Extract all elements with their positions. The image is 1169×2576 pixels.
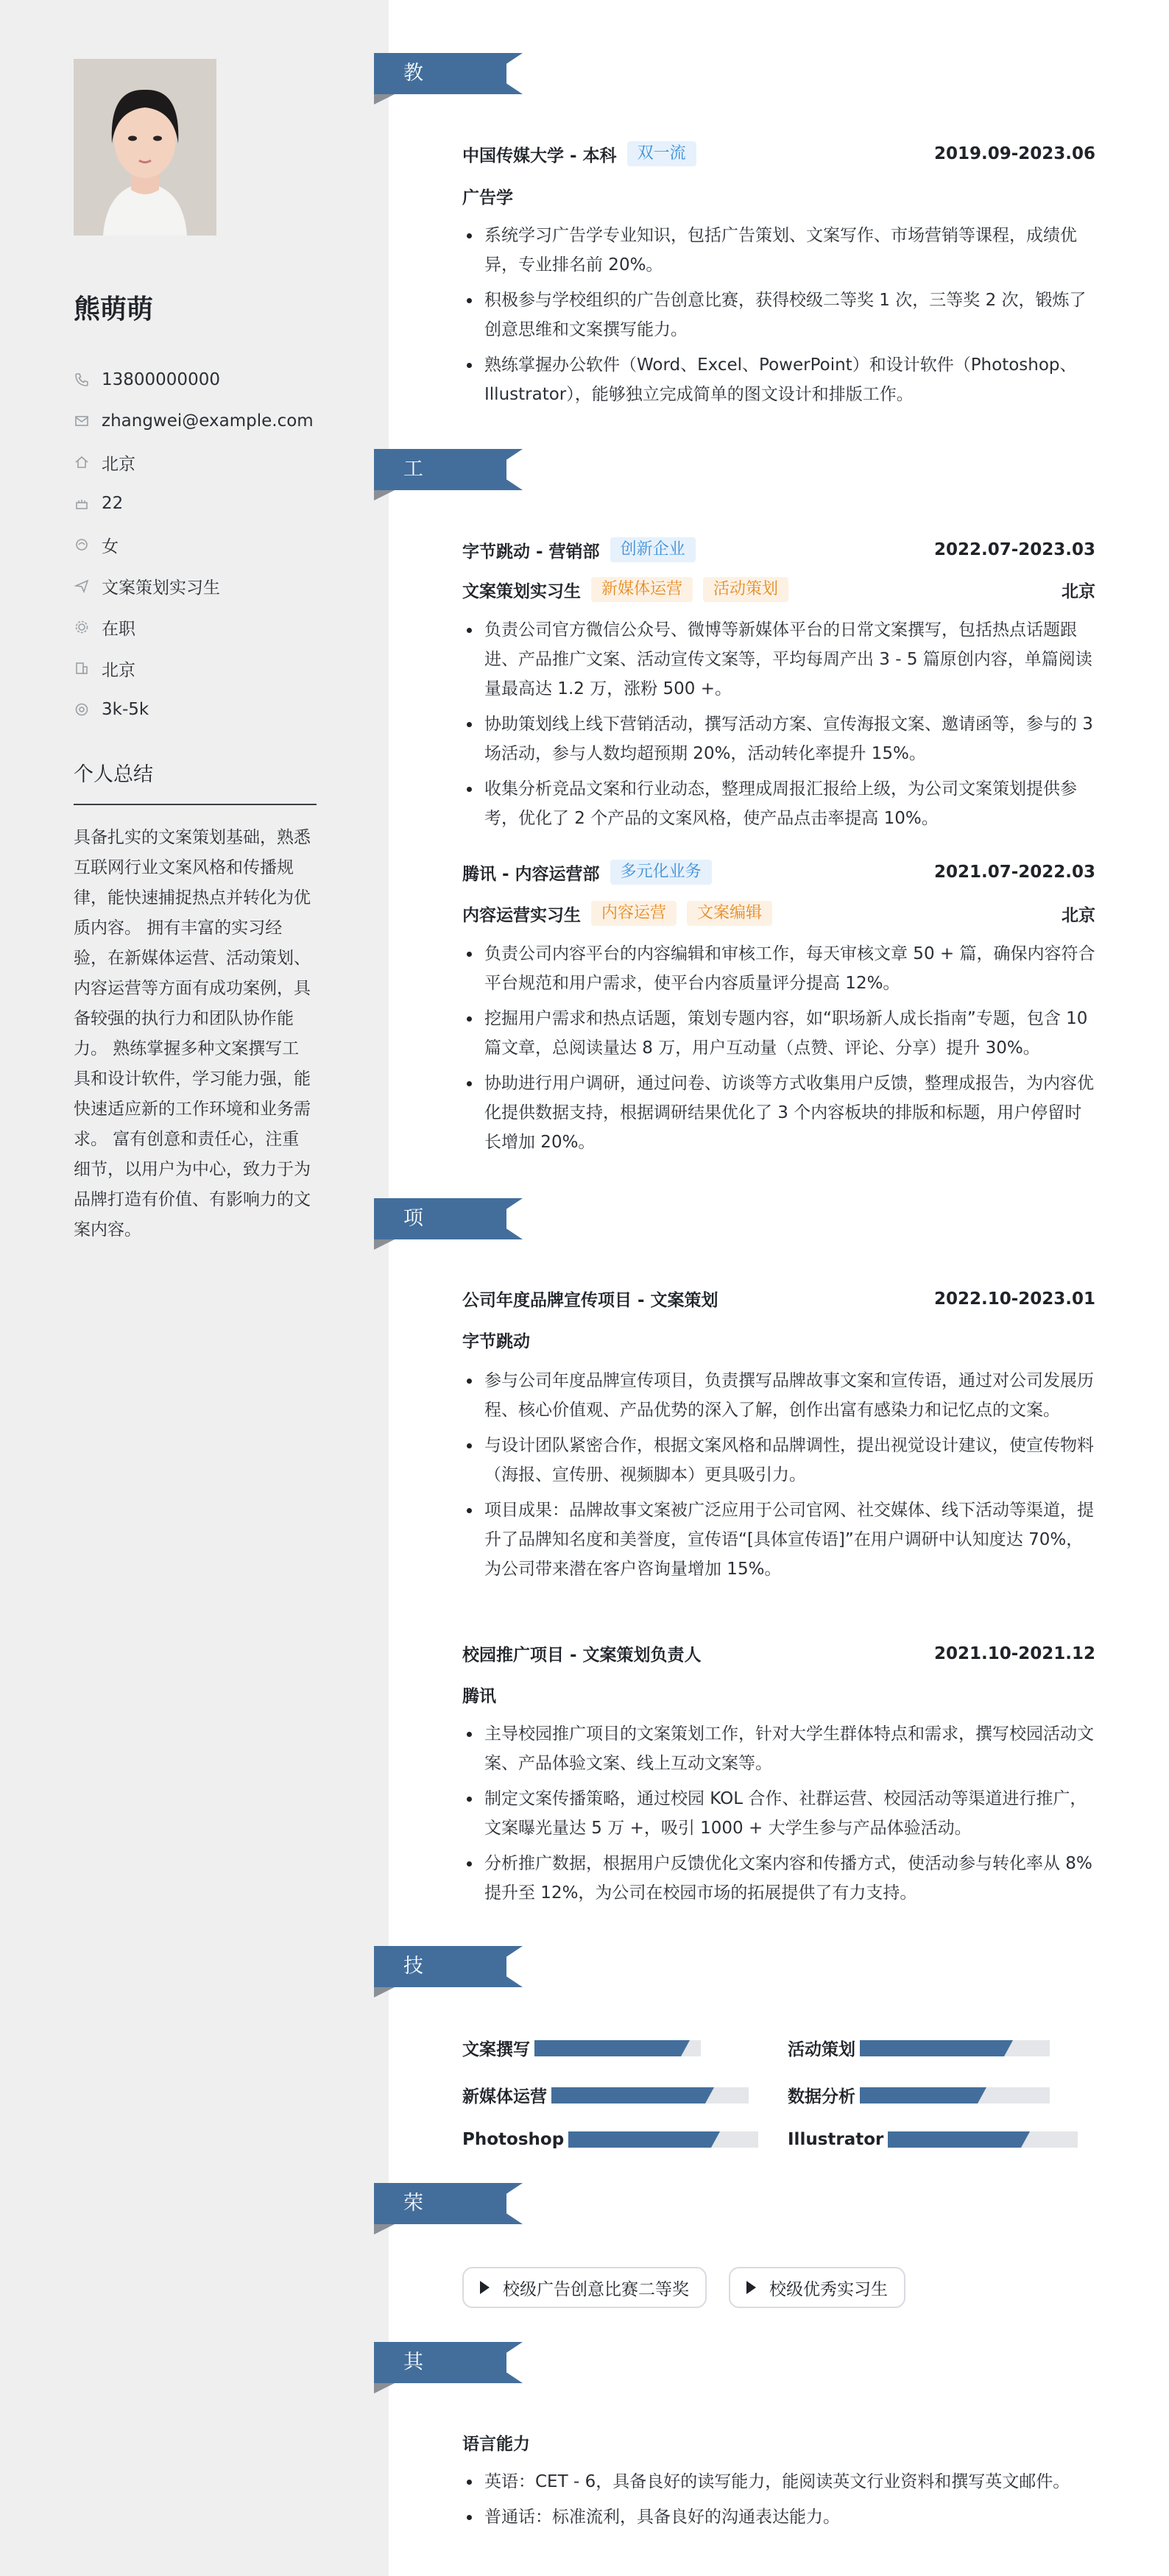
company-name: 字节跳动 - 营销部 [462,542,600,562]
project-org: 字节跳动 [462,1332,530,1351]
skill-item [462,2083,749,2107]
email-text: zhangwei@example.com [102,411,314,431]
info-salary [74,689,314,730]
school-name: 中国传媒大学 - 本科 [462,146,617,166]
skill-name: 活动策划 [788,2040,855,2059]
work-header [462,537,1095,562]
skill-fill [860,2087,978,2103]
list-item: 制定文案传播策略，通过校园 KOL 合作、社群运营、校园活动等渠道进行推广，文案曝光量达 5 万 +，吸引 1000 + 大学生参与产品体验活动。 [462,1784,1095,1843]
project-bullets [462,1366,1095,1590]
skill-name: 新媒体运营 [462,2087,547,2106]
work-city: 北京 [1062,905,1095,925]
status-text: 在职 [102,619,135,639]
skill-name: 数据分析 [788,2087,855,2106]
project-name: 校园推广项目 - 文案策划负责人 [462,1646,702,1665]
other-bullets [462,2467,1095,2538]
section-title: 工作经历 [403,458,423,604]
age-text: 22 [102,494,124,513]
skill-fill [551,2087,705,2103]
skill-bar [860,2087,1050,2103]
work-header [462,860,1095,885]
list-item: 熟练掌握办公软件（Word、Excel、PowerPoint）和设计软件（Photoshop、Illustrator），能够独立完成简单的图文设计和排版工作。 [462,350,1095,409]
skill-name: Photoshop [462,2130,565,2149]
section-title: 教育经历 [403,62,423,208]
other-title: 语言能力 [462,2435,530,2454]
candidate-name: 熊萌萌 [74,294,154,325]
play-icon [746,2281,756,2294]
project-header [462,1641,1095,1666]
contact-info-list [74,359,314,730]
list-item: 系统学习广告学专业知识，包括广告策划、文案写作、市场营销等课程，成绩优异，专业排名前 20%。 [462,221,1095,280]
role-title: 文案策划实习生 [462,581,581,601]
building-icon [74,660,90,676]
section-title: 项目经历 [403,1207,423,1354]
skill-bar [860,2040,1050,2056]
project-org: 腾讯 [462,1687,496,1706]
skill-name: 文案撰写 [462,2040,530,2059]
school-tag: 双一流 [627,141,696,166]
list-item: 普通话：标准流利，具备良好的沟通表达能力。 [462,2502,1095,2532]
skill-fill [568,2131,711,2148]
list-item: 主导校园推广项目的文案策划工作，针对大学生群体特点和需求，撰写校园活动文案、产品体验文案、线上互动文案等。 [462,1719,1095,1778]
list-item: 项目成果：品牌故事文案被广泛应用于公司官网、社交媒体、线下活动等渠道，提升了品牌知名度和美誉度，宣传语“[具体宣传语]”在用户调研中认知度达 70%，为公司带来潜在客户咨询量增加 15%。 [462,1496,1095,1584]
skill-bar [551,2087,749,2103]
info-location [74,442,314,483]
info-city [74,648,314,689]
company-tag: 多元化业务 [610,860,712,885]
skill-item [462,2036,701,2060]
project-date: 2022.10-2023.01 [933,1289,1095,1309]
summary-text: 具备扎实的文案策划基础，熟悉互联网行业文案风格和传播规律，能快速捕捉热点并转化为优质内容。 拥有丰富的实习经验，在新媒体运营、活动策划、内容运营等方面有成功案例，具备较强的执行力和团队协作能力。 熟练掌握多种文案撰写工具和设计软件，学习能力强，能快速适应新的工作环境和业务需求。 富有创意和责任心，注重细节，以用户为中心，致力于为品牌打造有价值、有影响力的文案内容。 [74,828,311,1239]
role-tag: 新媒体运营 [591,577,693,602]
skill-fill [534,2040,681,2056]
gender-icon [74,537,90,553]
award-label: 校级优秀实习生 [769,2279,888,2299]
work-role-row [462,577,1095,602]
salary-icon [74,701,90,718]
city-text: 北京 [102,660,135,680]
sidebar [0,0,389,2576]
status-icon [74,619,90,635]
skill-bar [534,2040,701,2056]
list-item: 协助进行用户调研，通过问卷、访谈等方式收集用户反馈，整理成报告，为内容优化提供数据支持，根据调研结果优化了 3 个内容板块的排版和标题，用户停留时长增加 20%。 [462,1069,1095,1157]
section-title: 荣誉奖项 [403,2192,423,2338]
work-city: 北京 [1062,581,1095,601]
project-header [462,1287,1095,1311]
list-item: 与设计团队紧密合作，根据文案风格和品牌调性，提出视觉设计建议，使宣传物料（海报、宣传册、视频脚本）更具吸引力。 [462,1431,1095,1490]
skill-bar [888,2131,1078,2148]
skill-item [788,2083,1050,2107]
company-tag: 创新企业 [610,537,696,562]
send-icon [74,578,90,594]
skill-name: Illustrator [788,2130,884,2149]
work-role-row [462,901,1095,926]
work-bullets [462,615,1095,839]
summary-divider [74,804,317,805]
role-tag: 文案编辑 [687,901,772,926]
role-tag: 内容运营 [591,901,677,926]
list-item: 协助策划线上线下营销活动，撰写活动方案、宣传海报文案、邀请函等，参与的 3 场活动，参与人数均超预期 20%，活动转化率提升 15%。 [462,710,1095,768]
info-age [74,483,314,524]
position-text: 文案策划实习生 [102,578,220,598]
role-title: 内容运营实习生 [462,905,581,925]
skill-item [788,2130,1078,2149]
play-icon [480,2281,490,2294]
project-name: 公司年度品牌宣传项目 - 文案策划 [462,1291,718,1310]
award-badge [729,2267,905,2308]
gender-text: 女 [102,537,119,556]
education-bullets [462,221,1095,415]
info-position [74,565,314,606]
list-item: 收集分析竞品文案和行业动态，整理成周报汇报给上级，为公司文案策划提供参考，优化了 2 个产品的文案风格，使产品点击率提高 10%。 [462,774,1095,833]
work-date: 2021.07-2022.03 [933,863,1095,882]
skill-fill [860,2040,1004,2056]
phone-text: 13800000000 [102,370,220,389]
info-phone [74,359,314,400]
major: 广告学 [462,188,513,208]
info-status [74,606,314,648]
education-date: 2019.09-2023.06 [933,144,1095,163]
award-badge [462,2267,707,2308]
location-text: 北京 [102,454,135,474]
company-name: 腾讯 - 内容运营部 [462,864,600,884]
list-item: 负责公司官方微信公众号、微博等新媒体平台的日常文案撰写，包括热点话题跟进、产品推广文案、活动宣传文案等，平均每周产出 3 - 5 篇原创内容，单篇阅读量最高达 1.2 万，涨粉 500 +。 [462,615,1095,704]
salary-text: 3k-5k [102,700,149,719]
skill-item [462,2130,758,2149]
role-tag: 活动策划 [703,577,788,602]
mail-icon [74,413,90,429]
list-item: 积极参与学校组织的广告创意比赛，获得校级二等奖 1 次，三等奖 2 次，锻炼了创意思维和文案撰写能力。 [462,286,1095,344]
work-bullets [462,939,1095,1163]
list-item: 负责公司内容平台的内容编辑和审核工作，每天审核文章 50 + 篇，确保内容符合平台规范和用户需求，使平台内容质量评分提高 12%。 [462,939,1095,998]
project-date: 2021.10-2021.12 [933,1643,1095,1663]
summary-title: 个人总结 [74,763,153,786]
phone-icon [74,372,90,388]
list-item: 分析推广数据，根据用户反馈优化文案内容和传播方式，使活动参与转化率从 8%提升至 12%，为公司在校园市场的拓展提供了有力支持。 [462,1849,1095,1908]
work-date: 2022.07-2023.03 [933,540,1095,559]
avatar [74,59,216,236]
home-icon [74,454,90,470]
section-title: 其他信息 [403,2351,423,2497]
info-email [74,400,314,442]
list-item: 挖掘用户需求和热点话题，策划专题内容，如“职场新人成长指南”专题，包含 10 篇文章，总阅读量达 8 万，用户互动量（点赞、评论、分享）提升 30%。 [462,1004,1095,1063]
education-header [462,141,1095,166]
skill-item [788,2036,1050,2060]
info-gender [74,524,314,565]
age-icon [74,495,90,512]
list-item: 英语：CET - 6，具备良好的读写能力，能阅读英文行业资料和撰写英文邮件。 [462,2467,1095,2497]
list-item: 参与公司年度品牌宣传项目，负责撰写品牌故事文案和宣传语，通过对公司发展历程、核心价值观、产品优势的深入了解，创作出富有感染力和记忆点的文案。 [462,1366,1095,1425]
project-bullets [462,1719,1095,1914]
skill-fill [888,2131,1021,2148]
award-label: 校级广告创意比赛二等奖 [503,2279,689,2299]
section-title: 技能专长 [403,1955,423,2101]
skill-bar [568,2131,758,2148]
